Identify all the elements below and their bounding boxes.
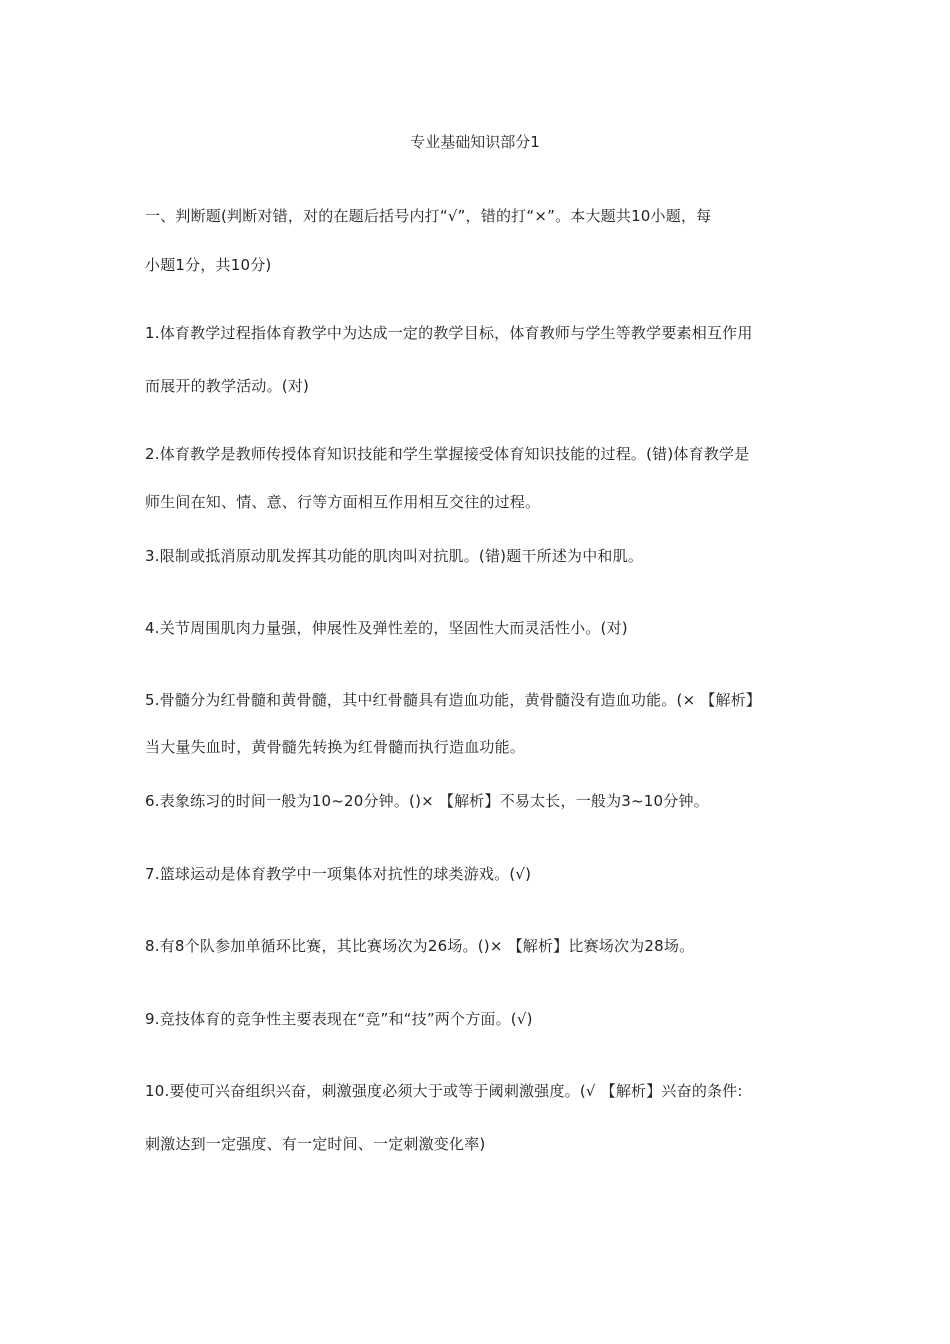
question-6: 6.表象练习的时间一般为10~20分钟。()× 【解析】不易太长，一般为3~10分钟。 <box>145 792 709 810</box>
question-5-line-2: 当大量失血时，黄骨髓先转换为红骨髓而执行造血功能。 <box>145 738 526 756</box>
question-9: 9.竞技体育的竞争性主要表现在“竞”和“技”两个方面。(√) <box>145 1010 533 1028</box>
question-10-line-1: 10.要使可兴奋组织兴奋，刺激强度必须大于或等于阈刺激强度。(√ 【解析】兴奋的条件: <box>145 1082 743 1100</box>
question-2-line-1: 2.体育教学是教师传授体育知识技能和学生掌握接受体育知识技能的过程。(错)体育教学是 <box>145 445 750 463</box>
question-3: 3.限制或抵消原动肌发挥其功能的肌肉叫对抗肌。(错)题干所述为中和肌。 <box>145 547 644 565</box>
question-5-line-1: 5.骨髓分为红骨髓和黄骨髓，其中红骨髓具有造血功能，黄骨髓没有造血功能。(× 【解析】 <box>145 691 762 709</box>
document-title: 专业基础知识部分1 <box>410 133 540 151</box>
question-10-line-2: 刺激达到一定强度、有一定时间、一定刺激变化率) <box>145 1135 486 1153</box>
question-8: 8.有8个队参加单循环比赛，其比赛场次为26场。()× 【解析】比赛场次为28场。 <box>145 937 695 955</box>
question-1-line-2: 而展开的教学活动。(对) <box>145 377 310 395</box>
question-1-line-1: 1.体育教学过程指体育教学中为达成一定的教学目标，体育教师与学生等教学要素相互作用 <box>145 324 753 342</box>
question-7: 7.篮球运动是体育教学中一项集体对抗性的球类游戏。(√) <box>145 865 532 883</box>
question-4: 4.关节周围肌肉力量强，伸展性及弹性差的，坚固性大而灵活性小。(对) <box>145 619 628 637</box>
section-heading-line-2: 小题1分，共10分) <box>145 256 272 274</box>
question-2-line-2: 师生间在知、情、意、行等方面相互作用相互交往的过程。 <box>145 493 541 511</box>
section-heading-line-1: 一、判断题(判断对错，对的在题后括号内打“√”，错的打“×”。本大题共10小题，每 <box>145 207 712 225</box>
